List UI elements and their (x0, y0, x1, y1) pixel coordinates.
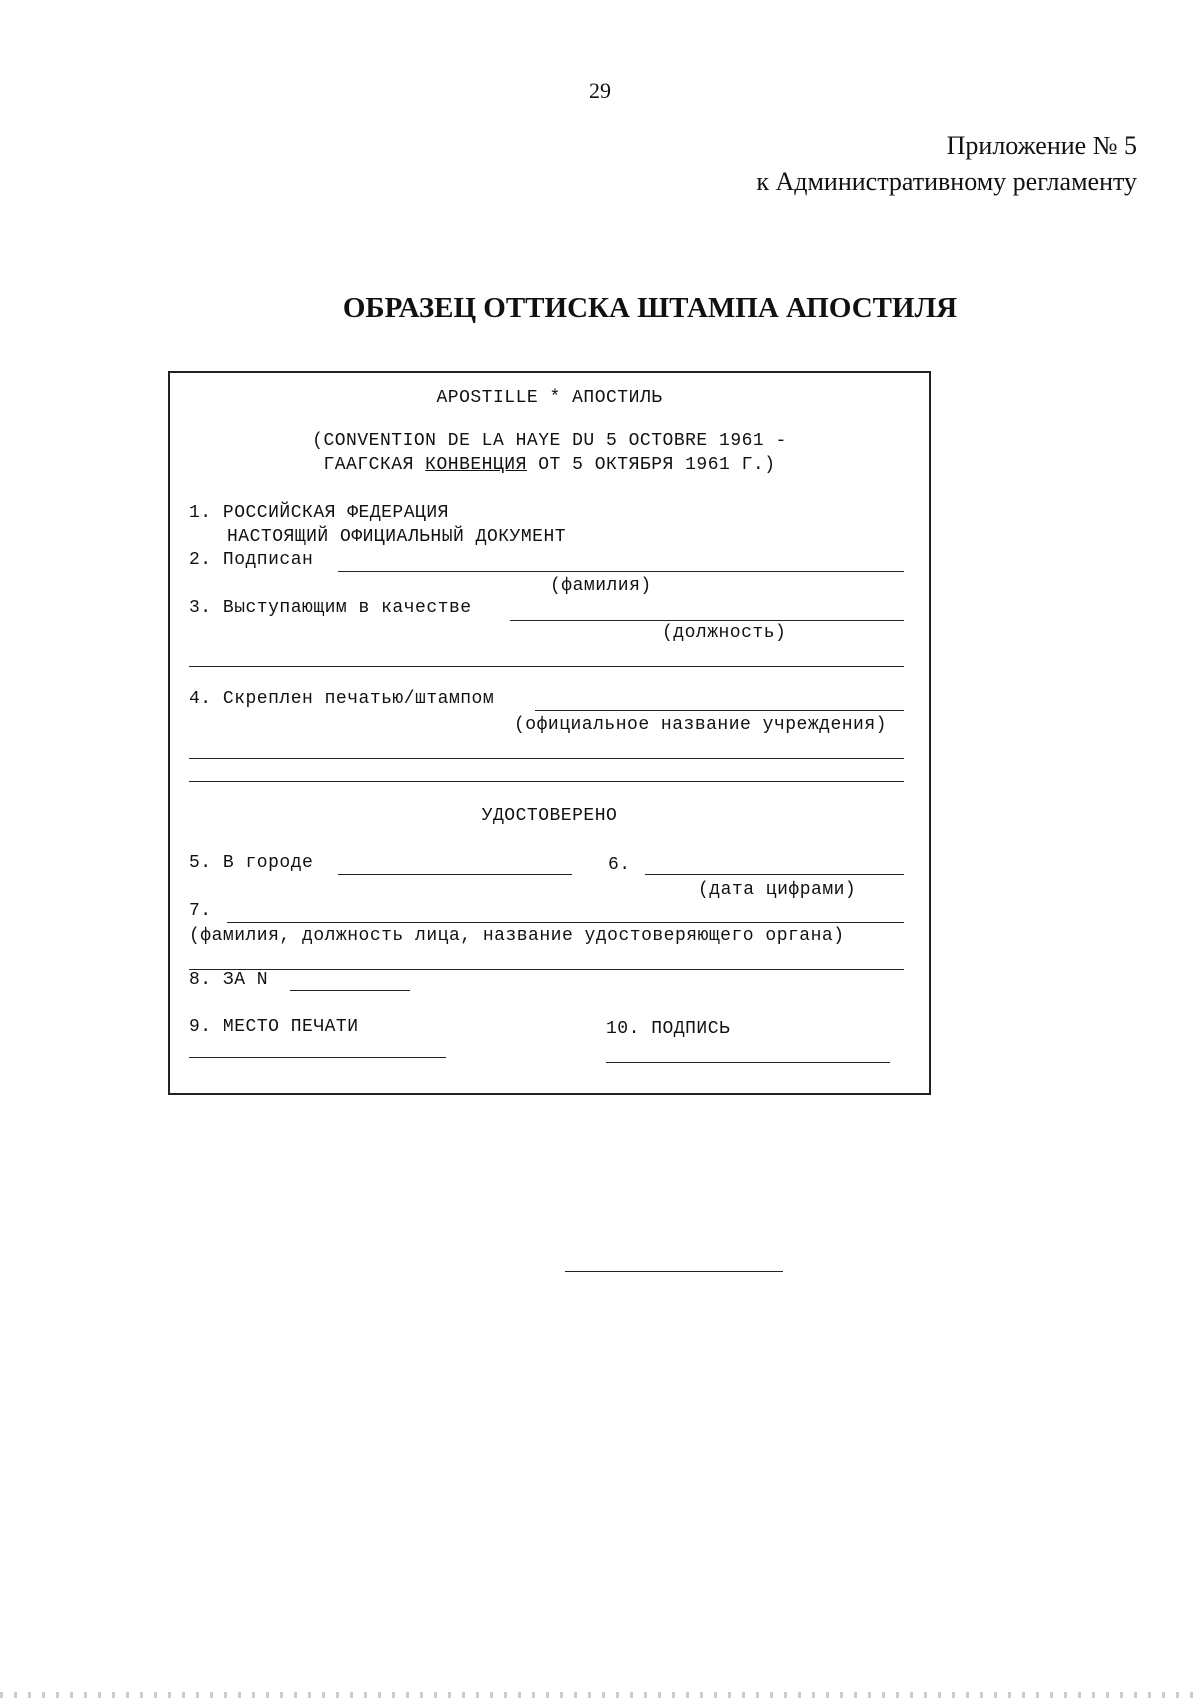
convention-line-1: (CONVENTION DE LA HAYE DU 5 OCTOBRE 1961 - (312, 431, 787, 451)
capacity-line-2 (189, 666, 904, 667)
number-line (290, 990, 410, 991)
item-10-signature: 10. ПОДПИСЬ (606, 1019, 731, 1039)
city-line (338, 874, 572, 875)
appendix-note (756, 128, 1137, 200)
page-number: 29 (589, 78, 611, 103)
item-3-capacity: 3. Выступающим в качестве (189, 598, 472, 618)
item-5-city: 5. В городе (189, 853, 314, 873)
item-2-signed-by: 2. Подписан (189, 550, 314, 570)
date-line (645, 874, 904, 875)
item-6-date: 6. (608, 855, 631, 875)
certified-heading: УДОСТОВЕРЕНО (481, 806, 618, 826)
stamp-header: APOSTILLE * АПОСТИЛЬ (436, 388, 663, 408)
official-line (227, 922, 904, 923)
institution-line-3 (189, 781, 904, 782)
institution-line-2 (189, 758, 904, 759)
appendix-line-1: Приложение № 5 (946, 131, 1137, 160)
apostille-stamp (168, 371, 931, 1095)
item-1-document: НАСТОЯЩИЙ ОФИЦИАЛЬНЫЙ ДОКУМЕНТ (227, 527, 567, 547)
sealed-line (535, 710, 904, 711)
convention-line-2: ГААГСКАЯ КОНВЕНЦИЯ ОТ 5 ОКТЯБРЯ 1961 Г.) (323, 455, 776, 475)
surname-hint: (фамилия) (550, 576, 652, 596)
item-4-sealed: 4. Скреплен печатью/штампом (189, 689, 495, 709)
signature-line (606, 1062, 890, 1063)
institution-hint: (официальное название учреждения) (514, 715, 887, 735)
signed-by-line (338, 571, 904, 572)
official-line-2 (189, 969, 904, 970)
scan-edge-artifact (0, 1692, 1200, 1698)
item-1-country: 1. РОССИЙСКАЯ ФЕДЕРАЦИЯ (189, 503, 449, 523)
page-title: ОБРАЗЕЦ ОТТИСКА ШТАМПА АПОСТИЛЯ (342, 292, 958, 324)
item-9-seal-place: 9. МЕСТО ПЕЧАТИ (189, 1017, 359, 1037)
appendix-line-2: к Административному регламенту (756, 167, 1137, 196)
item-7-official: 7. (189, 901, 212, 921)
official-hint: (фамилия, должность лица, название удостоверяющего органа) (189, 926, 845, 946)
seal-line (189, 1057, 446, 1058)
position-hint: (должность) (662, 623, 787, 643)
capacity-line (510, 620, 904, 621)
closing-rule (565, 1271, 783, 1272)
date-hint: (дата цифрами) (698, 880, 857, 900)
item-8-number: 8. ЗА N (189, 970, 269, 990)
